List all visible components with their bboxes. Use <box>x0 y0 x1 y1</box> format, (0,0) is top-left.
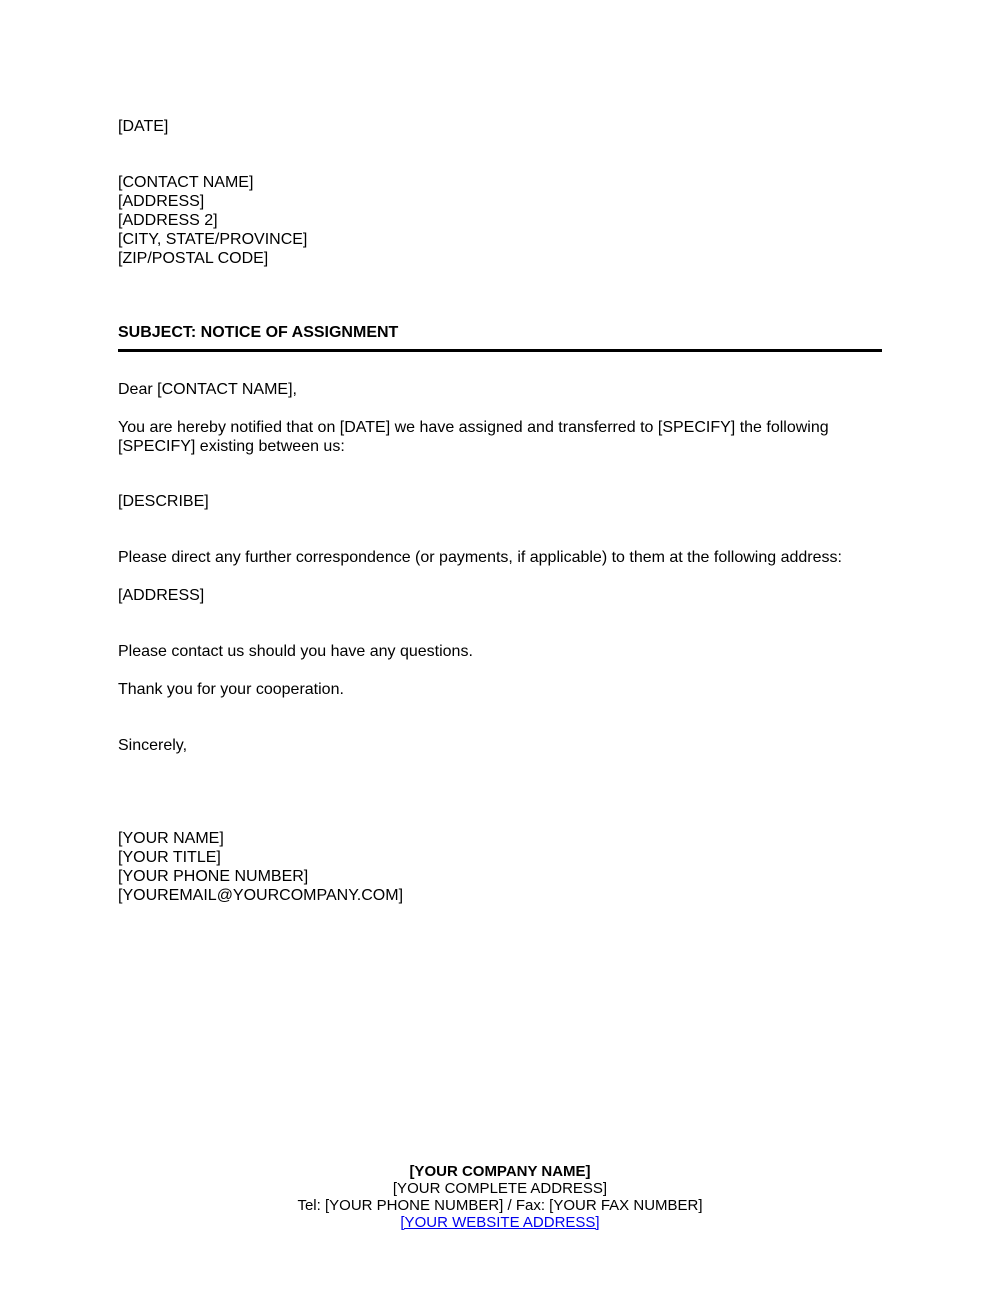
signature-phone: [YOUR PHONE NUMBER] <box>118 868 309 885</box>
body-paragraph-1-line-2: [SPECIFY] existing between us: <box>118 438 345 455</box>
footer-contact: Tel: [YOUR PHONE NUMBER] / Fax: [YOUR FAX NUMBER] <box>297 1197 703 1214</box>
forwarding-address: [ADDRESS] <box>118 587 205 604</box>
signature-email: [YOUREMAIL@YOURCOMPANY.COM] <box>118 887 404 904</box>
footer-company-name: [YOUR COMPANY NAME] <box>409 1163 591 1180</box>
body-paragraph-2: Please direct any further correspondence (or payments, if applicable) to them at the following address: <box>118 549 842 566</box>
recipient-address-2: [ADDRESS 2] <box>118 212 218 229</box>
recipient-address: [ADDRESS] <box>118 193 205 210</box>
describe-placeholder: [DESCRIBE] <box>118 493 209 510</box>
signature-name: [YOUR NAME] <box>118 830 224 847</box>
recipient-address-block <box>118 173 307 268</box>
body-paragraph-1-line-1: You are hereby notified that on [DATE] we have assigned and transferred to [SPECIFY] the following <box>118 419 829 436</box>
subject-line: SUBJECT: NOTICE OF ASSIGNMENT <box>118 324 399 341</box>
recipient-city-state: [CITY, STATE/PROVINCE] <box>118 231 308 248</box>
salutation: Dear [CONTACT NAME], <box>118 381 297 398</box>
recipient-contact-name: [CONTACT NAME] <box>118 174 254 191</box>
signature-block <box>118 829 403 905</box>
signature-title: [YOUR TITLE] <box>118 849 221 866</box>
footer <box>0 1163 1000 1231</box>
closing: Sincerely, <box>118 737 188 754</box>
subject-divider <box>118 349 882 352</box>
body-paragraph-3: Please contact us should you have any questions. <box>118 643 473 660</box>
footer-website-link[interactable]: [YOUR WEBSITE ADDRESS] <box>400 1214 600 1231</box>
recipient-zip: [ZIP/POSTAL CODE] <box>118 250 269 267</box>
letter-date: [DATE] <box>118 118 169 135</box>
body-paragraph-1 <box>118 418 829 456</box>
body-paragraph-4: Thank you for your cooperation. <box>118 681 344 698</box>
footer-address: [YOUR COMPLETE ADDRESS] <box>392 1180 608 1197</box>
